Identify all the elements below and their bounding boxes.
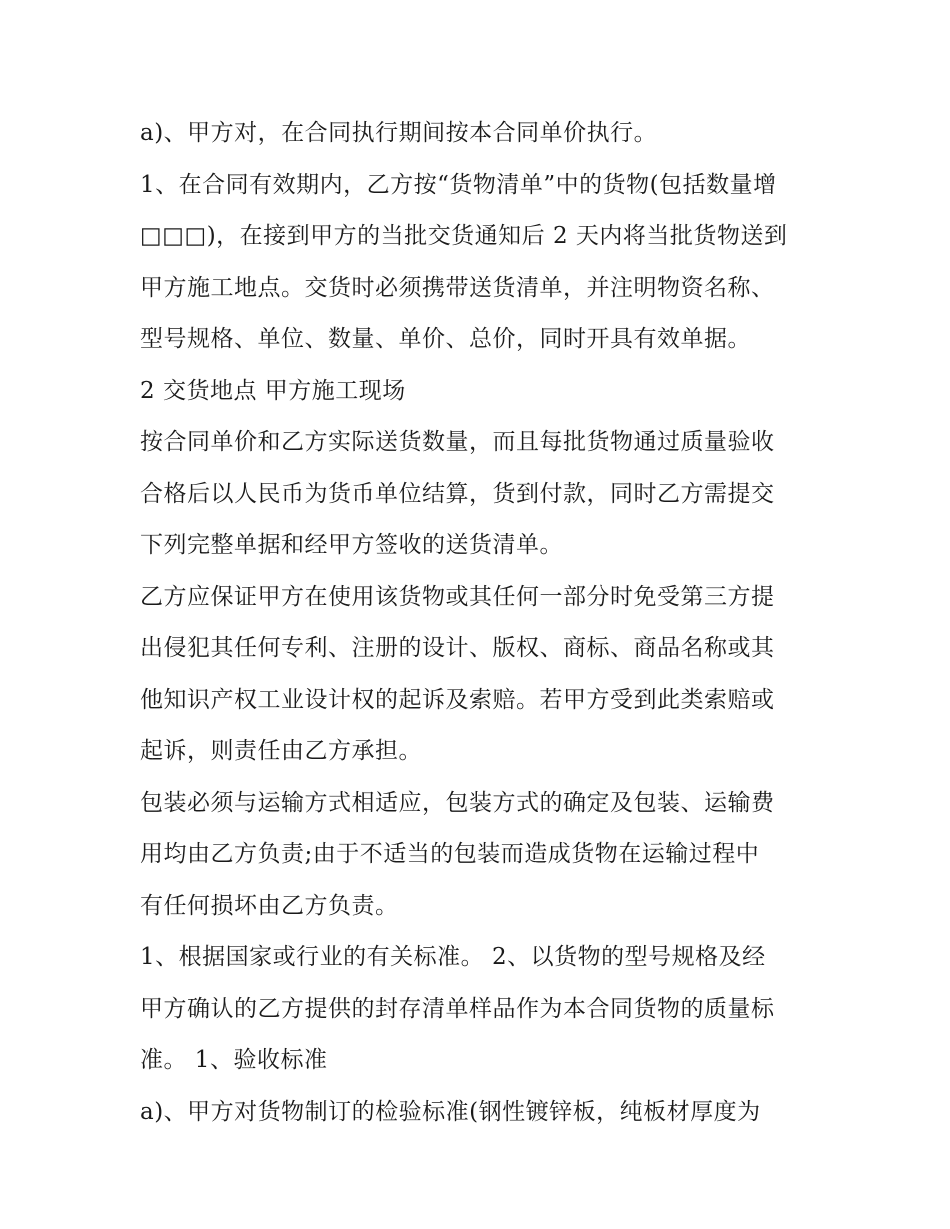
paragraph-packaging — [140, 778, 815, 933]
text-line: 他知识产权工业设计权的起诉及索赔。若甲方受到此类索赔或 — [140, 686, 775, 713]
text-line: 甲方确认的乙方提供的封存清单样品作为本合同货物的质量标 — [140, 995, 775, 1022]
paragraph-settlement — [140, 417, 815, 572]
text-line: 包装必须与运输方式相适应，包装方式的确定及包装、运输费 — [140, 789, 775, 816]
text-line: □□□)，在接到甲方的当批交货通知后 2 天内将当批货物送到 — [140, 223, 788, 249]
text-line: 合格后以人民币为货币单位结算，货到付款，同时乙方需提交 — [140, 480, 775, 507]
text-line: 起诉，则责任由乙方承担。 — [140, 738, 422, 764]
text-line: 用均由乙方负责;由于不适当的包装而造成货物在运输过程中 — [140, 841, 760, 867]
paragraph-delivery-terms — [140, 160, 815, 366]
text-line: 准。 1、验收标准 — [140, 1047, 328, 1073]
text-line: 按合同单价和乙方实际送货数量，而且每批货物通过质量验收 — [140, 429, 775, 455]
paragraph-unit-price — [140, 108, 815, 160]
text-line: a)、甲方对，在合同执行期间按本合同单价执行。 — [140, 120, 658, 146]
document-body — [140, 108, 815, 1138]
text-line: 2 交货地点 甲方施工现场 — [140, 377, 406, 404]
text-line: 1、在合同有效期内，乙方按“货物清单”中的货物(包括数量增 — [140, 171, 777, 198]
paragraph-quality-standards — [140, 932, 815, 1087]
text-line: 型号规格、单位、数量、单价、总价，同时开具有效单据。 — [140, 326, 751, 352]
text-line: 出侵犯其任何专利、注册的设计、版权、商标、商品名称或其 — [140, 635, 775, 661]
text-line: 有任何损坏由乙方负责。 — [140, 892, 399, 919]
paragraph-ip-warranty — [140, 572, 815, 778]
paragraph-delivery-location — [140, 366, 815, 418]
text-line: 1、根据国家或行业的有关标准。 2、以货物的型号规格及经 — [140, 944, 766, 970]
text-line: 乙方应保证甲方在使用该货物或其任何一部分时免受第三方提 — [140, 583, 775, 610]
text-line: a)、甲方对货物制订的检验标准(钢性镀锌板，纯板材厚度为 — [140, 1098, 761, 1125]
paragraph-inspection-standard — [140, 1087, 815, 1139]
text-line: 下列完整单据和经甲方签收的送货清单。 — [140, 532, 563, 558]
text-line: 甲方施工地点。交货时必须携带送货清单，并注明物资名称、 — [140, 274, 775, 301]
